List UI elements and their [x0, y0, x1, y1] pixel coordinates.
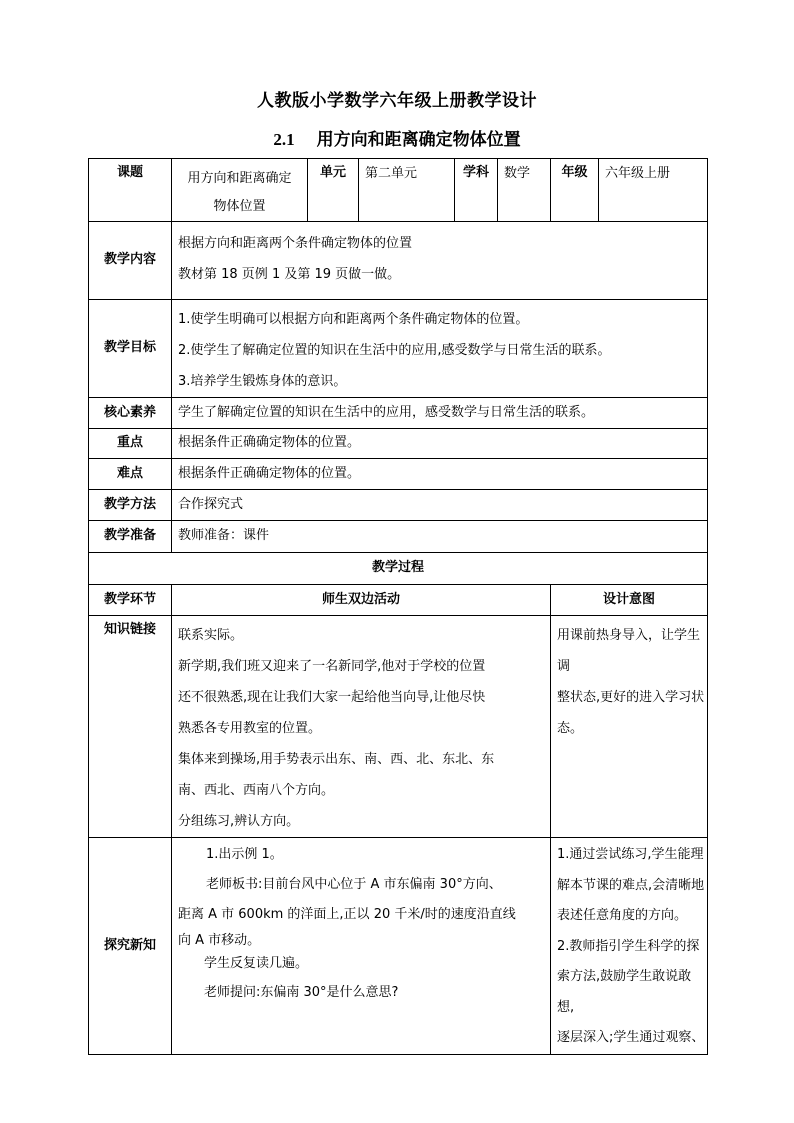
section2-intent [551, 838, 708, 1055]
section1-line: 熟悉各专用教室的位置。 [178, 721, 322, 736]
section2-line: 学生反复读几遍。 [204, 956, 309, 971]
key-point-label: 重点 [89, 429, 172, 459]
col-activity-header: 师生双边活动 [172, 585, 551, 616]
section2-line: 1.出示例 1。 [206, 847, 283, 862]
goals-label: 教学目标 [89, 300, 172, 398]
goals-line-1: 1.使学生明确可以根据方向和距离两个条件确定物体的位置。 [178, 312, 529, 327]
document-title: 人教版小学数学六年级上册教学设计 [257, 91, 537, 111]
section2-intent-line: 1.通过尝试练习,学生能理 [557, 847, 704, 862]
section1-activity [172, 616, 551, 838]
goals-line-3: 3.培养学生锻炼身体的意识。 [178, 374, 347, 389]
method-label: 教学方法 [89, 490, 172, 521]
literacy-label: 核心素养 [89, 398, 172, 429]
content-value [172, 222, 708, 300]
topic-label: 课题 [89, 159, 172, 222]
prep-value: 教师准备：课件 [172, 521, 708, 553]
key-point-value: 根据条件正确确定物体的位置。 [172, 429, 708, 459]
section2-line: 老师提问:东偏南 30°是什么意思? [204, 985, 399, 1000]
prep-label: 教学准备 [89, 521, 172, 553]
process-heading: 教学过程 [89, 553, 708, 585]
section2-line: 老师板书:目前台风中心位于 A 市东偏南 30°方向、 [206, 877, 502, 892]
goals-value [172, 300, 708, 398]
literacy-value: 学生了解确定位置的知识在生活中的应用，感受数学与日常生活的联系。 [172, 398, 708, 429]
section1-line: 还不很熟悉,现在让我们大家一起给他当向导,让他尽快 [178, 690, 486, 705]
unit-value: 第二单元 [359, 159, 455, 222]
difficulty-label: 难点 [89, 459, 172, 490]
topic-line-2: 物体位置 [213, 199, 266, 214]
method-value: 合作探究式 [172, 490, 708, 521]
col-stage-header: 教学环节 [89, 585, 172, 616]
grade-value: 六年级上册 [599, 159, 708, 222]
section1-line: 南、西北、西南八个方向。 [178, 783, 335, 798]
lesson-plan-table [88, 158, 708, 1055]
section1-intent-line: 用课前热身导入，让学生调 [557, 628, 701, 674]
section2-intent-line: 逐层深入;学生通过观察、 [557, 1030, 705, 1045]
unit-label: 单元 [308, 159, 359, 222]
section2-intent-line: 索方法,鼓励学生敢说敢想, [557, 969, 692, 1015]
content-line-2: 教材第 18 页例 1 及第 19 页做一做。 [178, 267, 401, 282]
section2-activity [172, 838, 551, 1055]
section2-intent-line: 解本节课的难点,会清晰地 [557, 877, 705, 893]
section2-stage: 探究新知 [89, 838, 172, 1055]
section1-stage: 知识链接 [89, 616, 172, 838]
grade-label: 年级 [551, 159, 599, 222]
section1-intent-line: 态。 [557, 721, 584, 736]
topic-line-1: 用方向和距离确定 [187, 171, 292, 186]
section1-intent [551, 616, 708, 838]
section1-intent-line: 整状态,更好的进入学习状 [557, 690, 705, 705]
topic-value [172, 159, 308, 222]
section1-line: 集体来到操场,用手势表示出东、南、西、北、东北、东 [178, 752, 495, 767]
subject-value: 数学 [498, 159, 551, 222]
content-line-1: 根据方向和距离两个条件确定物体的位置 [178, 236, 413, 251]
content-label: 教学内容 [89, 222, 172, 300]
section2-intent-line: 表述任意角度的方向。 [557, 908, 688, 923]
subject-label: 学科 [455, 159, 498, 222]
lesson-number: 2.1 [273, 130, 295, 149]
section2-line: 向 A 市移动。 [178, 933, 261, 948]
difficulty-value: 根据条件正确确定物体的位置。 [172, 459, 708, 490]
lesson-title-text: 用方向和距离确定物体位置 [316, 130, 521, 150]
lesson-title [0, 125, 794, 150]
goals-line-2: 2.使学生了解确定位置的知识在生活中的应用,感受数学与日常生活的联系。 [178, 343, 611, 358]
section1-line: 新学期,我们班又迎来了一名新同学,他对于学校的位置 [178, 659, 486, 674]
col-intent-header: 设计意图 [551, 585, 708, 616]
section2-intent-line: 2.教师指引学生科学的探 [557, 938, 700, 954]
section1-line: 联系实际。 [178, 628, 244, 643]
section2-line: 距离 A 市 600km 的洋面上,正以 20 千米/时的速度沿直线 [178, 907, 516, 922]
section1-line: 分组练习,辨认方向。 [178, 814, 300, 829]
